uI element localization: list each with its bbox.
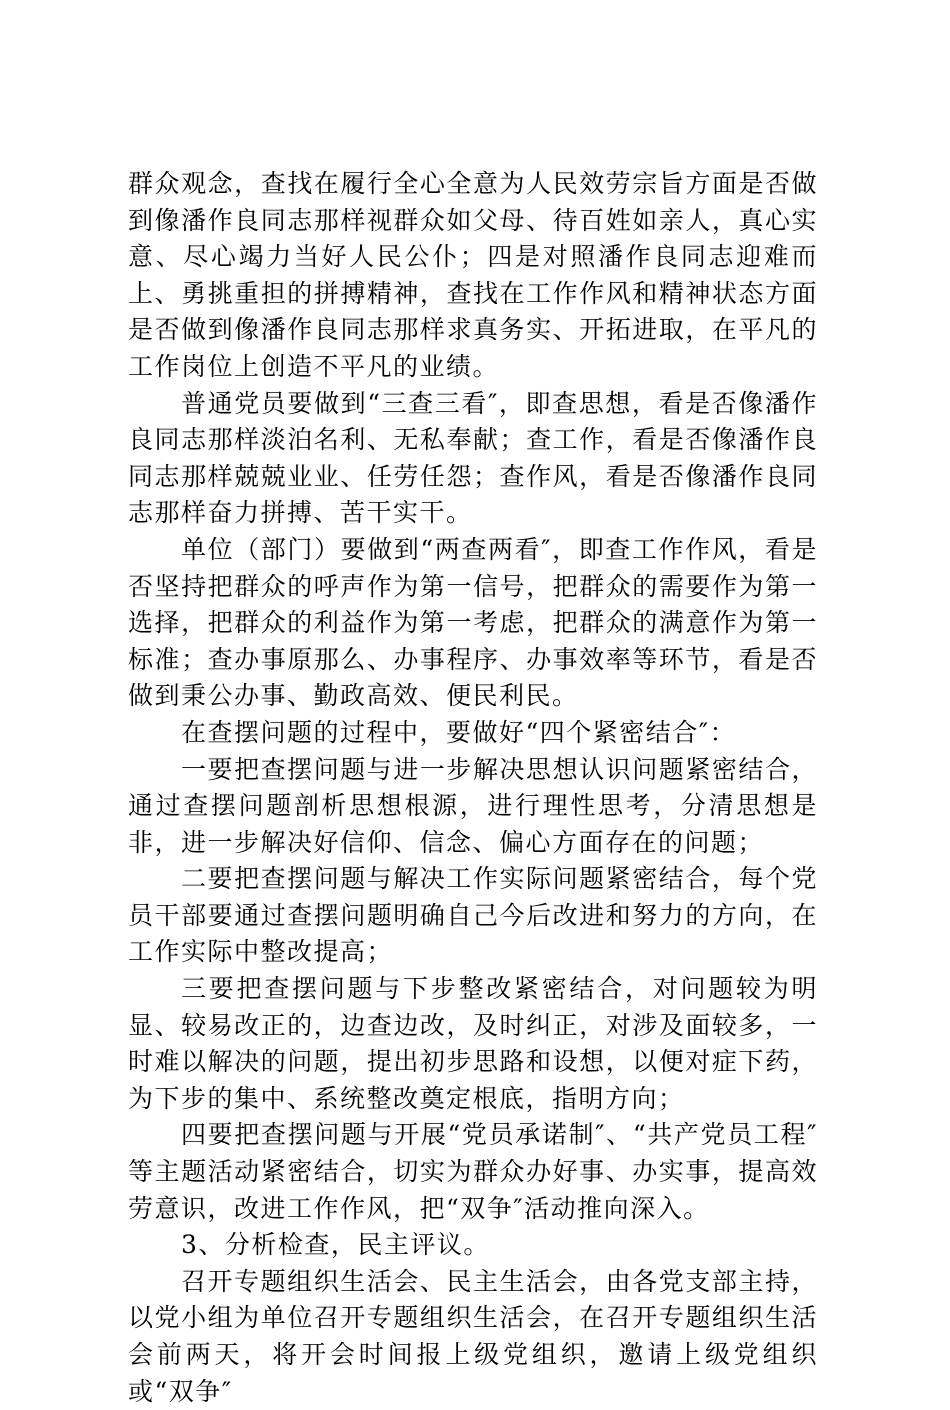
paragraph-1: 群众观念，查找在履行全心全意为人民效劳宗旨方面是否做到像潘作良同志那样视群众如父母、待百姓如亲人，真心实意、尽心竭力当好人民公仆；四是对照潘作良同志迎难而上、勇挑重担的拼搏精神，查找在工作作风和精神状态方面是否做到像潘作良同志那样求真务实、开拓进取，在平凡的工作岗位上创造不平凡的业绩。 (128, 169, 818, 381)
paragraph-8: 四要把查摆问题与开展“党员承诺制″、“共产党员工程″等主题活动紧密结合，切实为群众办好事、办实事，提高效劳意识，改进工作作风，把“双争″活动推向深入。 (128, 1120, 818, 1223)
paragraph-2: 普通党员要做到“三查三看″，即查思想，看是否像潘作良同志那样淡泊名利、无私奉献；查工作，看是否像潘作良同志那样兢兢业业、任劳任怨；查作风，看是否像潘作良同志那样奋力拼搏、苦干实干。 (128, 388, 818, 528)
paragraph-3: 单位（部门）要做到“两查两看″，即查工作作风，看是否坚持把群众的呼声作为第一信号，把群众的需要作为第一选择，把群众的利益作为第一考虑，把群众的满意作为第一标准；查办事原那么、办事程序、办事效率等环节，看是否做到秉公办事、勤政高效、便民利民。 (128, 534, 818, 711)
paragraph-4: 在查摆问题的过程中，要做好“四个紧密结合″： (181, 717, 737, 747)
document-body (128, 166, 818, 1410)
paragraph-10: 召开专题组织生活会、民主生活会，由各党支部主持，以党小组为单位召开专题组织生活会，在召开专题组织生活会前两天，将开会时间报上级党组织，邀请上级党组织或“双争″ (128, 1266, 818, 1406)
paragraph-9: 3、分析检查，民主评议。 (181, 1230, 490, 1260)
paragraph-6: 二要把查摆问题与解决工作实际问题紧密结合，每个党员干部要通过查摆问题明确自己今后改进和努力的方向，在工作实际中整改提高； (128, 864, 818, 967)
paragraph-7: 三要把查摆问题与下步整改紧密结合，对问题较为明显、较易改正的，边查边改，及时纠正，对涉及面较多，一时难以解决的问题，提出初步思路和设想，以便对症下药，为下步的集中、系统整改奠定根底，指明方向； (128, 974, 818, 1113)
paragraph-5: 一要把查摆问题与进一步解决思想认识问题紧密结合，通过查摆问题剖析思想根源，进行理性思考，分清思想是非，进一步解决好信仰、信念、偏心方面存在的问题； (128, 754, 818, 857)
